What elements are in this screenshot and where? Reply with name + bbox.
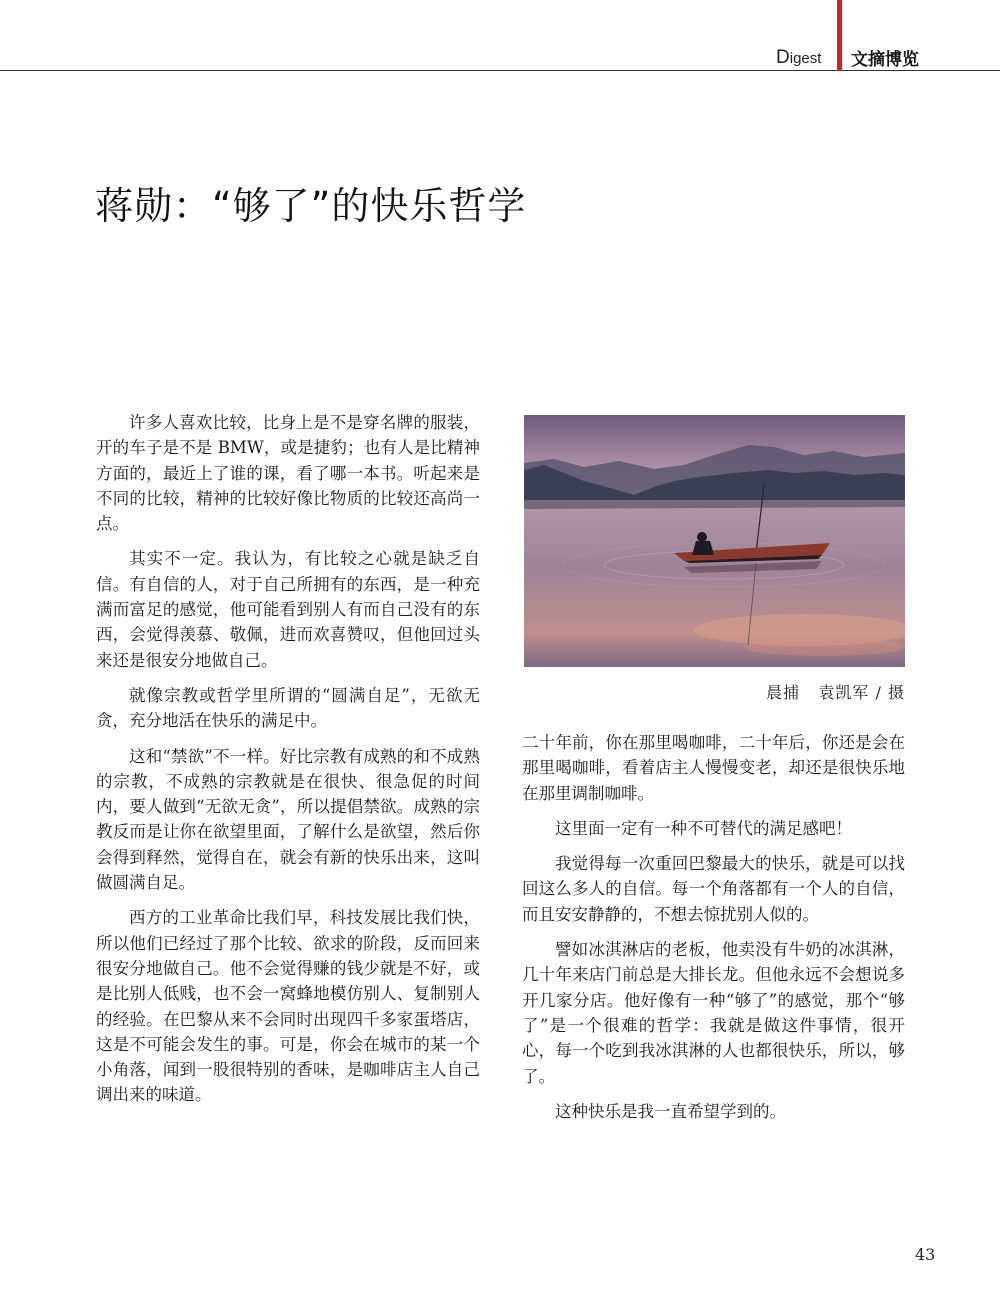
- paragraph: 其实不一定。我认为，有比较之心就是缺乏自信。有自信的人，对于自己所拥有的东西，是一种充满而富足的感觉，他可能看到别人有而自己没有的东西，会觉得羡慕、敬佩，进而欢喜赞叹，但他回过头来还是很安分地做自己。: [96, 549, 480, 670]
- section-label-cn: 文摘博览: [851, 50, 919, 70]
- paragraph: 我觉得每一次重回巴黎最大的快乐，就是可以找回这么多人的自信。每一个角落都有一个人的自信，而且安安静静的，不想去惊扰别人似的。: [522, 854, 905, 924]
- section-label-en-rest: igest: [789, 50, 822, 67]
- page-number: 43: [915, 1245, 936, 1264]
- fisherman-head: [697, 532, 707, 542]
- paragraph: 西方的工业革命比我们早，科技发展比我们快，所以他们已经过了那个比较、欲求的阶段，反而回来很安分地做自己。他不会觉得赚的钱少就是不好，或是比别人低贱，也不会一窝蜂地模仿别人、复制别人的经验。在巴黎从来不会同时出现四千多家蛋塔店，这是不可能会发生的事。可是，你会在城市的某一个小角落，闻到一股很特别的香味，是咖啡店主人自己调出来的味道。: [96, 908, 480, 1105]
- paragraph: 这种快乐是我一直希望学到的。: [555, 1101, 786, 1121]
- section-label-en: [776, 47, 821, 69]
- right-column: [522, 730, 905, 1134]
- photo-caption: 晨捕 袁凯军 / 摄: [766, 683, 905, 702]
- paragraph: 这和“禁欲”不一样。好比宗教有成熟的和不成熟的宗教，不成熟的宗教就是在很快、很急促的时间内，要人做到“无欲无贪”，所以提倡禁欲。成熟的宗教反而是让你在欲望里面，了解什么是欲望，然后你会得到释然，觉得自在，就会有新的快乐出来，这叫做圆满自足。: [96, 746, 480, 893]
- paragraph-continuation: 二十年前，你在那里喝咖啡，二十年后，你还是会在那里喝咖啡，看着店主人慢慢变老，却还是很快乐地在那里调制咖啡。: [522, 733, 905, 803]
- paragraph: 譬如冰淇淋店的老板，他卖没有牛奶的冰淇淋，几十年来店门前总是大排长龙。但他永远不会想说多开几家分店。他好像有一种“够了”的感觉，那个“够了”是一个很难的哲学：我就是做这件事情，很开心，每一个吃到我冰淇淋的人也都很快乐，所以，够了。: [522, 940, 905, 1086]
- paragraph: 就像宗教或哲学里所谓的“圆满自足”，无欲无贪，充分地活在快乐的满足中。: [96, 685, 480, 731]
- header-accent-bar: [837, 0, 842, 71]
- left-column: [96, 410, 480, 1118]
- sun-reflection: [744, 638, 904, 656]
- lake-fisherman-photo: [524, 415, 905, 667]
- paragraph: 许多人喜欢比较，比身上是不是穿名牌的服装，开的车子是不是 BMW，或是捷豹；也有人是比精神方面的，最近上了谁的课，看了哪一本书。听起来是不同的比较，精神的比较好像比物质的比较还高尚一点。: [96, 413, 480, 534]
- article-title: 蒋勋：“够了”的快乐哲学: [95, 184, 527, 228]
- header-rule: [0, 70, 1000, 71]
- section-label-en-initial: D: [776, 47, 790, 68]
- paragraph: 这里面一定有一种不可替代的满足感吧！: [555, 818, 852, 838]
